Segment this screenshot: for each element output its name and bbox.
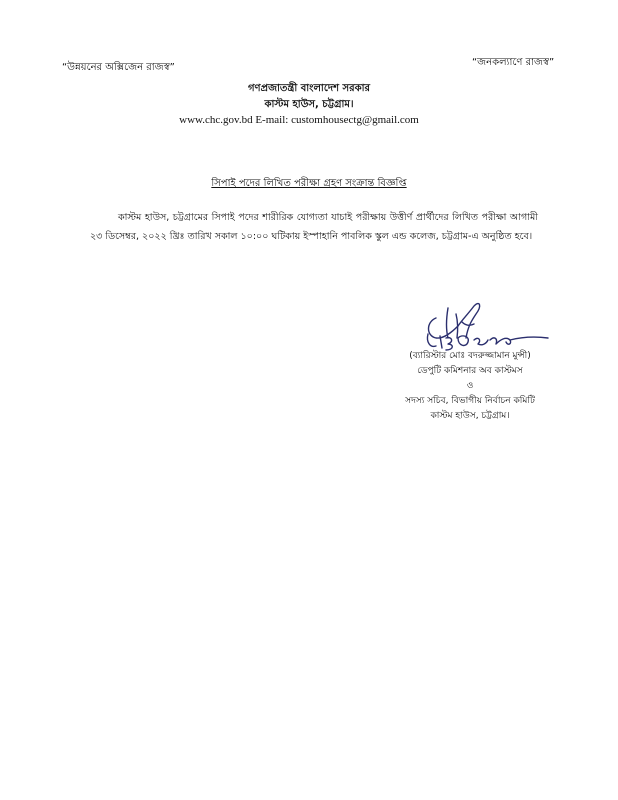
contact-line: www.chc.gov.bd E-mail: customhousectg@gmail.com [179, 114, 419, 126]
handwritten-signature [422, 296, 554, 358]
government-name: গণপ্রজাতন্ত্রী বাংলাদেশ সরকার [248, 83, 370, 94]
signatory-name: (ব্যারিস্টার মোঃ বদরুজ্জামান মুন্সী) [409, 351, 531, 361]
signatory-conjunction: ও [466, 381, 474, 391]
signatory-designation: ডেপুটি কমিশনার অব কাস্টমস [417, 366, 523, 376]
slogan-left: “উন্নয়নের অক্সিজেন রাজস্ব” [62, 62, 175, 73]
notice-title-text: সিপাই পদের লিখিত পরীক্ষা গ্রহণ সংক্রান্ত বিজ্ঞপ্তি [211, 178, 407, 189]
slogan-right: “জনকল্যাণে রাজস্ব” [472, 57, 555, 68]
signatory-role: সদস্য সচিব, বিভাগীয় নির্বাচন কমিটি [405, 396, 535, 406]
signatory-office: কাস্টম হাউস, চট্টগ্রাম। [430, 411, 510, 421]
notice-title [0, 177, 618, 190]
office-name: কাস্টম হাউস, চট্টগ্রাম। [264, 99, 354, 110]
notice-body: কাস্টম হাউস, চট্টগ্রামের সিপাই পদের শারীরিক যোগ্যতা যাচাই পরীক্ষায় উত্তীর্ণ প্রার্থীদের লিখিত পরীক্ষা আগামী ২৩ ডিসেম্বর, ২০২২ খ্রিঃ তারিখ সকাল ১০:০০ ঘটিকায় ইস্পাহানি পাবলিক স্কুল এন্ড কলেজ, চট্টগ্রাম-এ অনুষ্ঠিত হবে। [90, 212, 538, 242]
